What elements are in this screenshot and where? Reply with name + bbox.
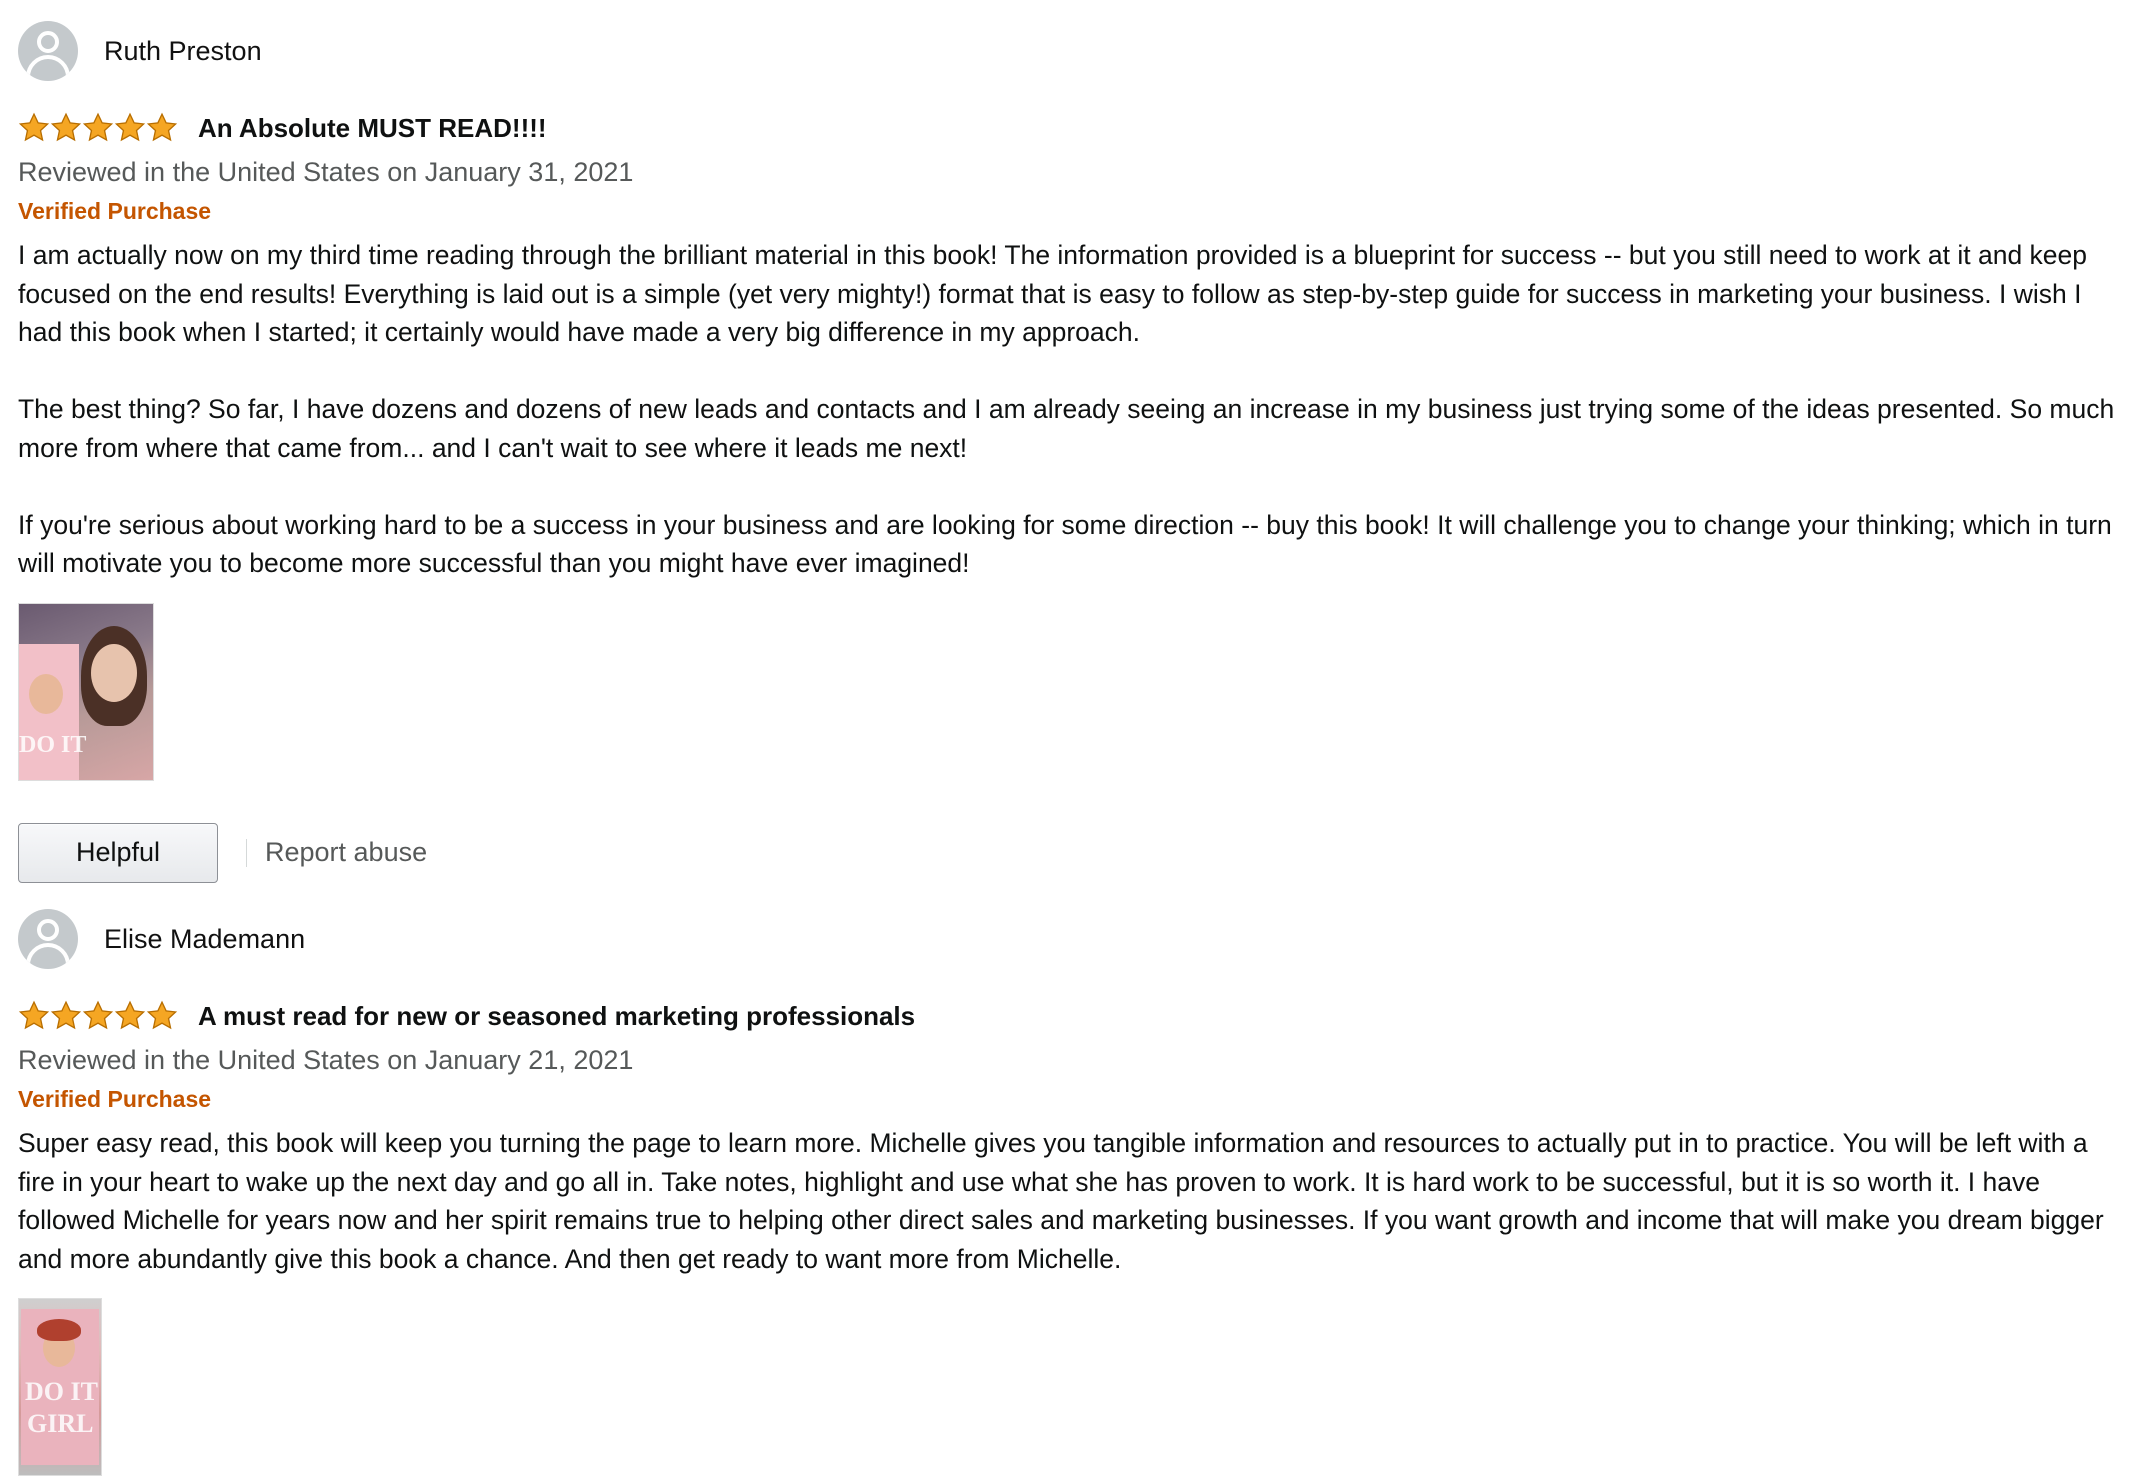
star-rating[interactable] [18,112,178,144]
star-icon [146,1000,178,1032]
review-actions [18,821,2128,885]
star-icon [18,112,50,144]
review-body [18,1124,2128,1278]
review-card [18,906,2128,1476]
default-user-avatar-icon [18,21,78,81]
reviewer-profile[interactable] [18,18,2128,84]
report-abuse-link[interactable]: Report abuse [265,837,428,867]
review-paragraph: Super easy read, this book will keep you turning the page to learn more. Michelle gives you tangible information and resources to actually put in to practice. You will be left with a fire in your heart to wake up the next day and go all in. Take notes, highlight and use what she has proven to work. It is hard work to be successful, but it is so worth it. I have followed Michelle for years now and her spirit remains true to helping other direct sales and marketing businesses. If you want growth and income that will make you dream bigger and more abundantly give this book a chance. And then get ready to want more from Michelle. [18,1128,2104,1274]
star-icon [50,112,82,144]
reviewer-profile[interactable] [18,906,2128,972]
star-icon [114,112,146,144]
review-date: Reviewed in the United States on January 31, 2021 [18,157,634,187]
default-user-avatar-icon [18,909,78,969]
star-icon [146,112,178,144]
review-image-thumbnail[interactable]: DO IT GIRL [18,1298,102,1476]
review-paragraph: I am actually now on my third time reading through the brilliant material in this book! The information provided is a blueprint for success -- but you still need to work at it and keep focused on the end results! Everything is laid out is a simple (yet very mighty!) format that is easy to follow as step-by-step guide for success in marketing your business. I wish I had this book when I started; it certainly would have made a very big difference in my approach. [18,240,2088,347]
star-icon [18,1000,50,1032]
review-date: Reviewed in the United States on January 21, 2021 [18,1045,634,1075]
review-body [18,236,2128,583]
review-paragraph: If you're serious about working hard to be a success in your business and are looking for some direction -- buy this book! It will challenge you to change your thinking; which in turn will motivate you to become more successful than you might have ever imagined! [18,509,2112,578]
review-paragraph: The best thing? So far, I have dozens and dozens of new leads and contacts and I am already seeing an increase in my business just trying some of the ideas presented. So much more from where that came from... and I can't wait to see where it leads me next! [18,394,2115,463]
review-card [18,18,2128,885]
verified-purchase-badge[interactable]: Verified Purchase [18,1086,212,1112]
helpful-button[interactable]: Helpful [18,823,218,883]
review-image-thumbnail[interactable]: DO IT [18,603,154,781]
star-icon [82,1000,114,1032]
verified-purchase-badge[interactable]: Verified Purchase [18,198,212,224]
star-icon [82,112,114,144]
review-title-row [18,108,2128,148]
review-title-row [18,996,2128,1036]
review-title-link[interactable]: A must read for new or seasoned marketing professionals [198,1000,916,1031]
review-title-link[interactable]: An Absolute MUST READ!!!! [198,112,547,143]
star-rating[interactable] [18,1000,178,1032]
star-icon [50,1000,82,1032]
action-divider [246,839,247,867]
reviewer-name[interactable]: Ruth Preston [104,35,262,66]
star-icon [114,1000,146,1032]
reviewer-name[interactable]: Elise Mademann [104,923,306,954]
